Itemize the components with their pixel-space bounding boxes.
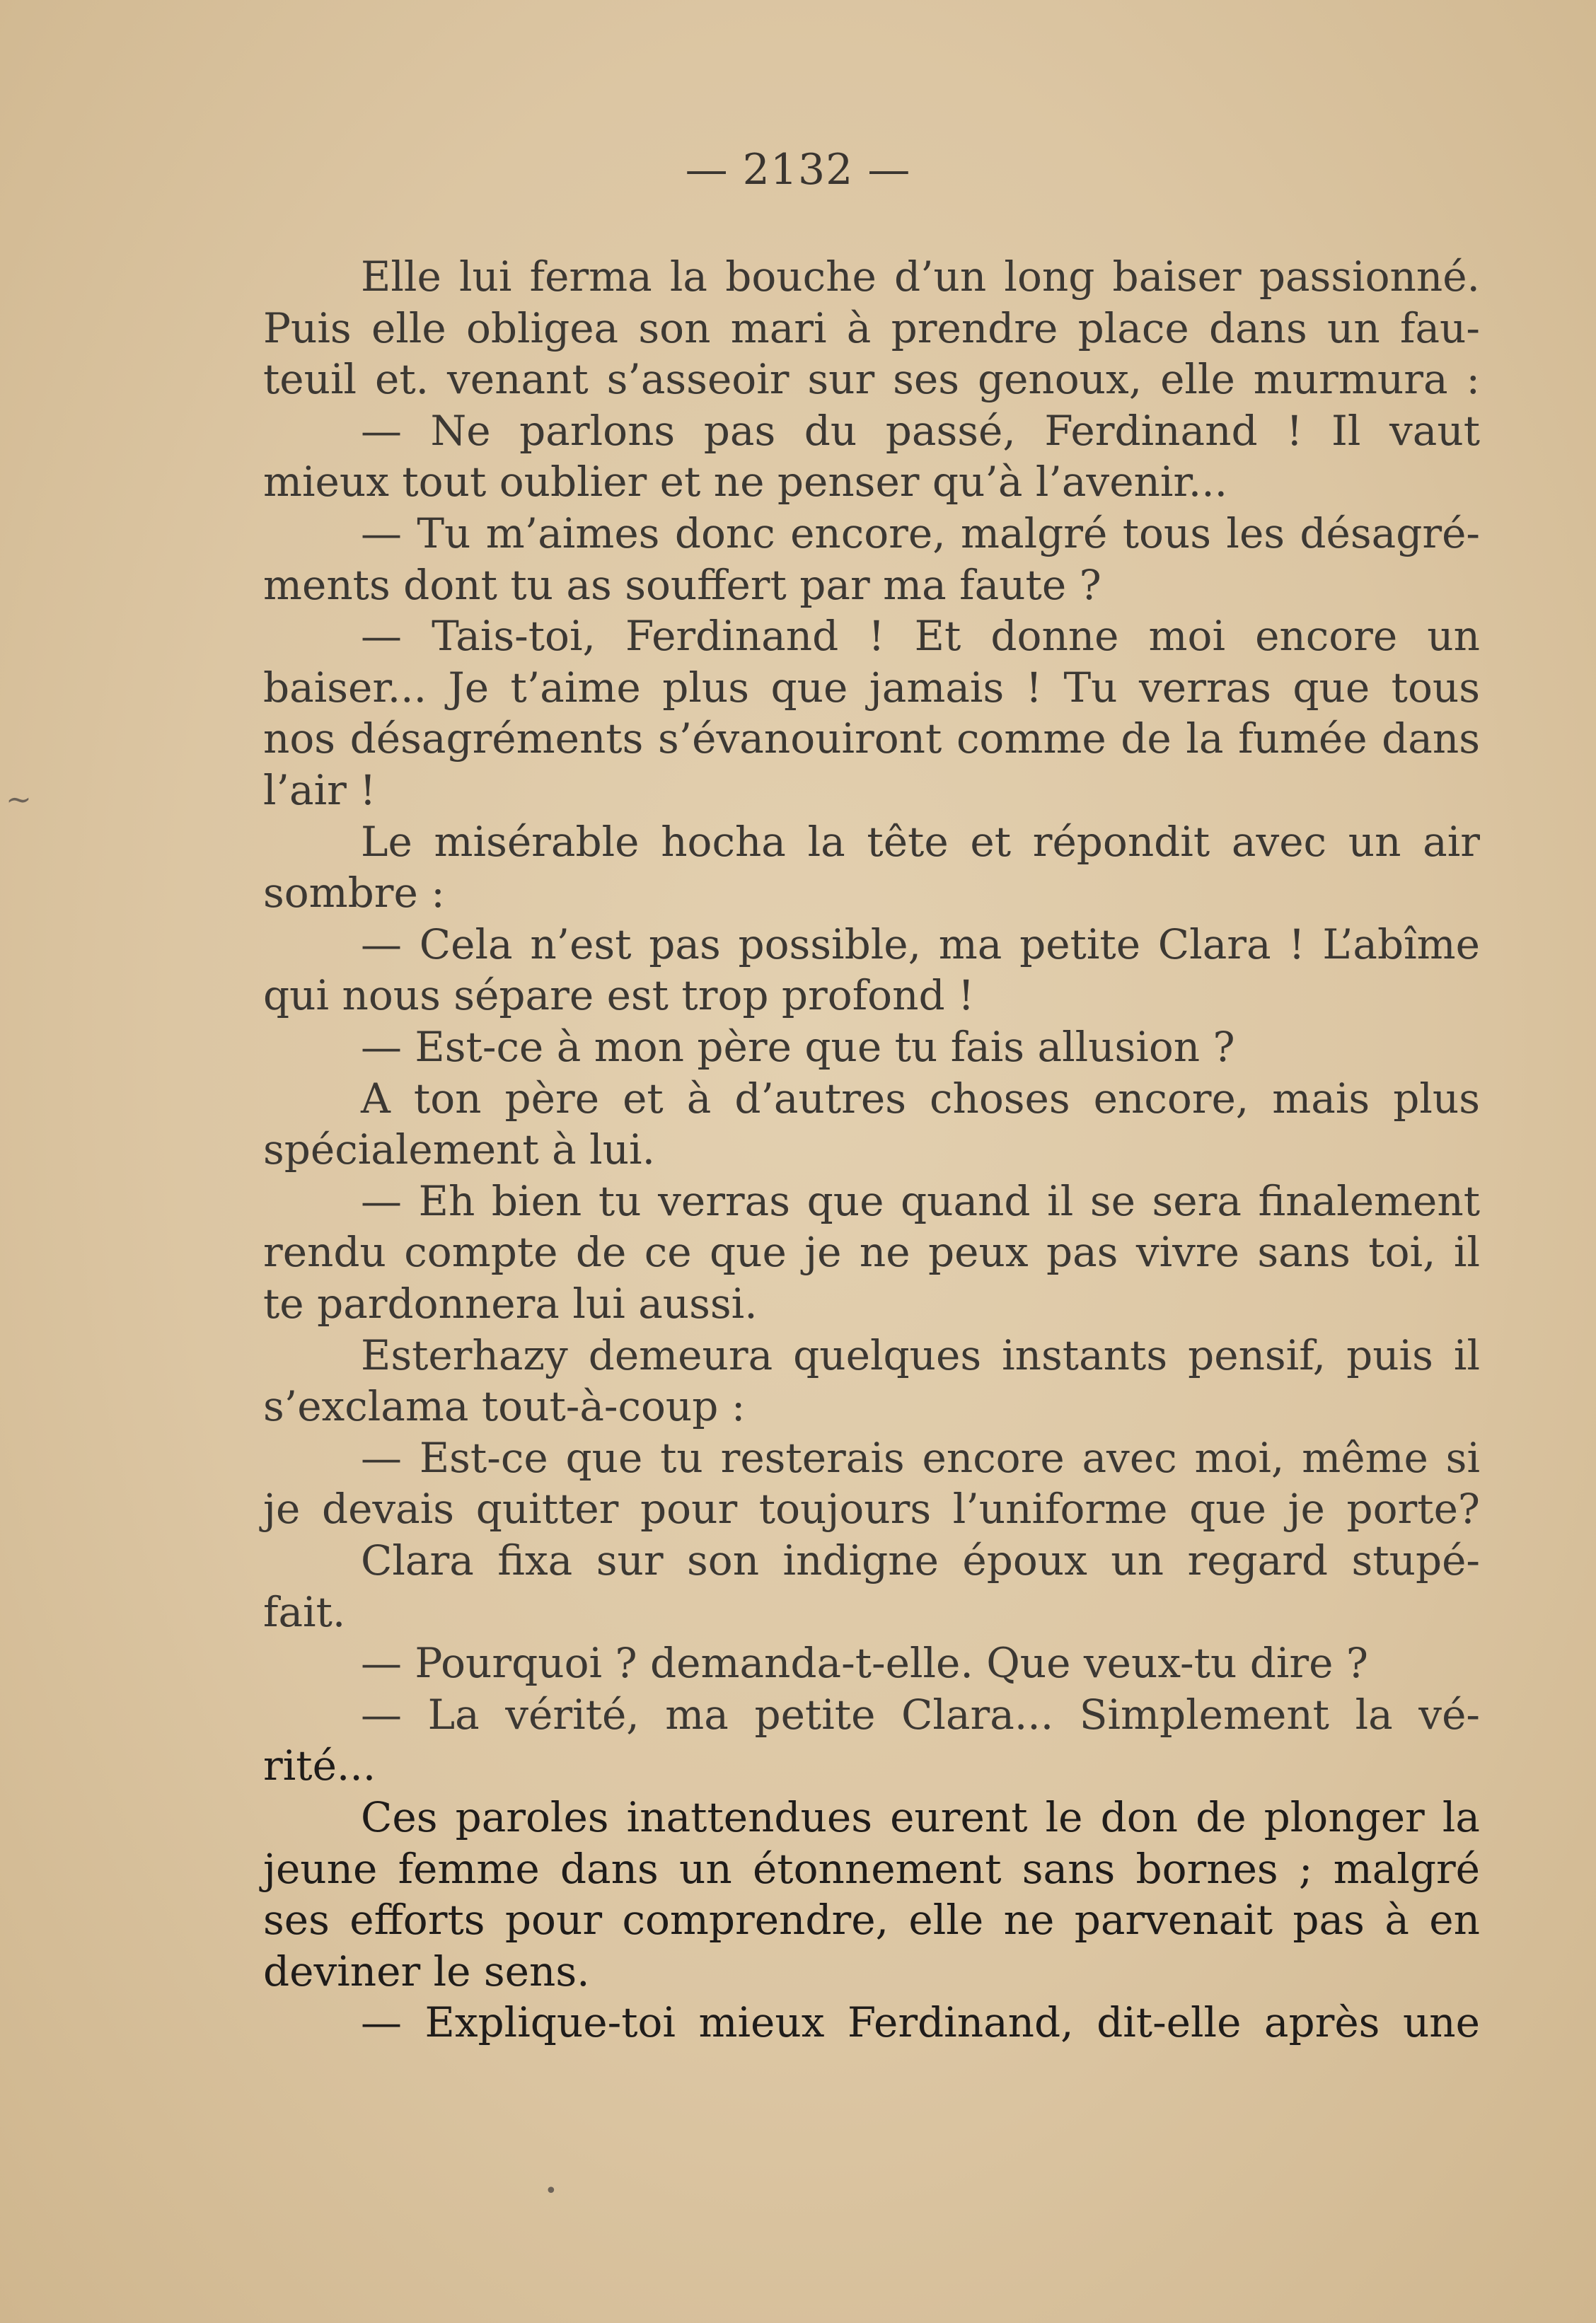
text-line: Puis elle obligea son mari à prendre place dans un fau- bbox=[263, 304, 1480, 352]
text-line: — Tu m’aimes donc encore, malgré tous les désagré- bbox=[361, 509, 1480, 557]
text-line: ments dont tu as souffert par ma faute ? bbox=[263, 561, 1101, 609]
text-line: s’exclama tout-à-coup : bbox=[263, 1382, 746, 1430]
text-line: te pardonnera lui aussi. bbox=[263, 1280, 758, 1328]
text-line: teuil et. venant s’asseoir sur ses genoux, elle murmura : bbox=[263, 355, 1480, 403]
margin-mark: ~ bbox=[6, 782, 32, 818]
text-line: Le misérable hocha la tête et répondit avec un air bbox=[361, 818, 1480, 866]
text-line: qui nous sépare est trop profond ! bbox=[263, 971, 975, 1019]
text-line: jeune femme dans un étonnement sans bornes ; malgré bbox=[263, 1845, 1480, 1893]
text-line: rité... bbox=[263, 1742, 376, 1790]
text-line: — Est-ce que tu resterais encore avec moi, même si bbox=[361, 1434, 1480, 1482]
text-line: — Eh bien tu verras que quand il se sera finalement bbox=[361, 1177, 1480, 1225]
text-line: — La vérité, ma petite Clara... Simplement la vé- bbox=[361, 1691, 1480, 1739]
text-line: l’air ! bbox=[263, 766, 376, 814]
text-line: — Pourquoi ? demanda-t-elle. Que veux-tu dire ? bbox=[361, 1639, 1369, 1687]
ink-speck: • bbox=[545, 2179, 557, 2203]
text-line: je devais quitter pour toujours l’uniforme que je porte? bbox=[263, 1485, 1480, 1533]
text-line: Clara fixa sur son indigne époux un regard stupé- bbox=[361, 1536, 1480, 1585]
text-line: — Explique-toi mieux Ferdinand, dit-elle après une bbox=[361, 1998, 1480, 2046]
text-line: — Ne parlons pas du passé, Ferdinand ! Il vaut bbox=[361, 407, 1480, 455]
text-line: A ton père et à d’autres choses encore, mais plus bbox=[361, 1074, 1480, 1123]
text-line: ses efforts pour comprendre, elle ne parvenait pas à en bbox=[263, 1896, 1480, 1944]
page-number: — 2132 — bbox=[685, 145, 911, 195]
text-line: — Est-ce à mon père que tu fais allusion ? bbox=[361, 1023, 1235, 1071]
text-line: mieux tout oublier et ne penser qu’à l’avenir... bbox=[263, 458, 1228, 506]
text-line: Ces paroles inattendues eurent le don de plonger la bbox=[361, 1793, 1480, 1841]
text-line: Elle lui ferma la bouche d’un long baiser passionné. bbox=[361, 253, 1480, 301]
text-line: Esterhazy demeura quelques instants pensif, puis il bbox=[361, 1331, 1480, 1379]
text-line: rendu compte de ce que je ne peux pas vivre sans toi, il bbox=[263, 1228, 1480, 1276]
text-line: — Cela n’est pas possible, ma petite Clara ! L’abîme bbox=[361, 920, 1480, 968]
text-line: sombre : bbox=[263, 869, 445, 917]
text-line: — Tais-toi, Ferdinand ! Et donne moi encore un bbox=[361, 612, 1480, 660]
text-line: baiser... Je t’aime plus que jamais ! Tu verras que tous bbox=[263, 664, 1480, 712]
text-line: deviner le sens. bbox=[263, 1947, 590, 1995]
text-line: fait. bbox=[263, 1588, 346, 1636]
text-line: nos désagréments s’évanouiront comme de la fumée dans bbox=[263, 714, 1480, 763]
text-line: spécialement à lui. bbox=[263, 1125, 656, 1174]
